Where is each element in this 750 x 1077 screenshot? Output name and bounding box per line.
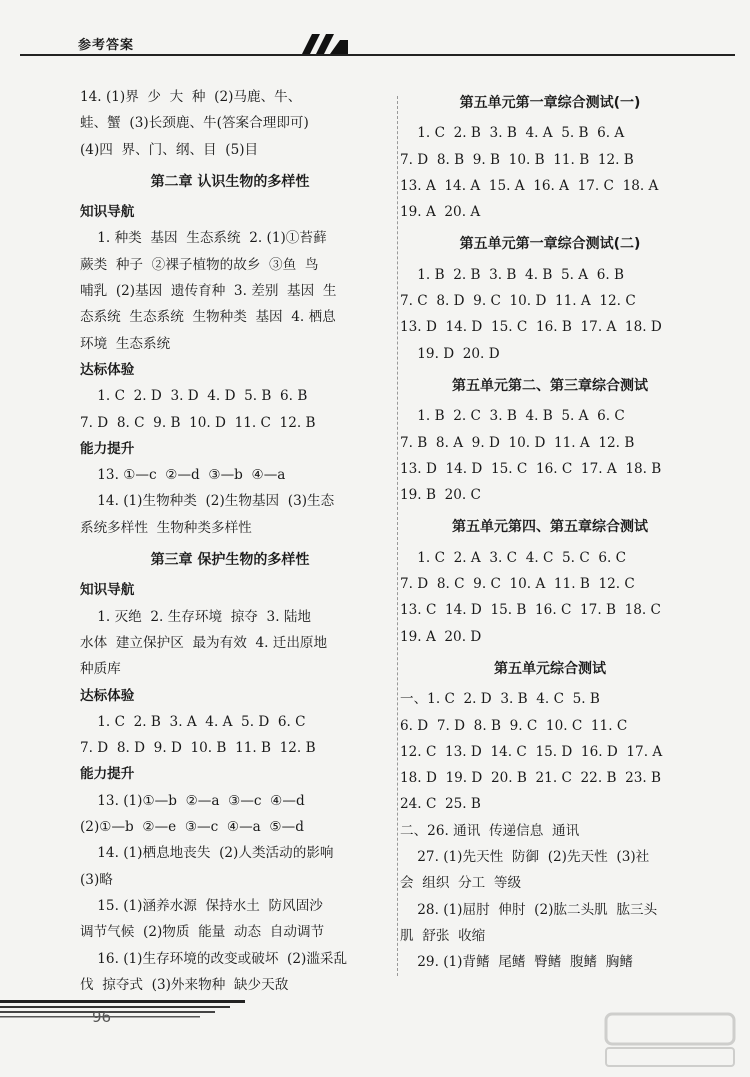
answer-line: 1. C 2. A 3. C 4. C 5. C 6. C (400, 549, 627, 566)
answer-line: 伐 掠夺式 (3)外来物种 缺少天敌 (80, 976, 289, 993)
answer-line: 蕨类 种子 ②裸子植物的故乡 ③鱼 鸟 (80, 256, 319, 273)
answer-line: 19. B 20. C (400, 487, 481, 504)
answer-line: 蛙、蟹 (3)长颈鹿、牛(答案合理即可) (80, 115, 309, 132)
answer-line: 1. 种类 基因 生态系统 2. (1)①苔藓 (80, 230, 327, 247)
section-title: 第五单元第四、第五章综合测试 (452, 519, 648, 536)
answer-line: 1. C 2. B 3. A 4. A 5. D 6. C (80, 713, 306, 730)
header-rule (20, 54, 735, 56)
answer-line: 19. A 20. A (400, 204, 481, 221)
left-column (80, 84, 380, 998)
footer-decoration-icon (0, 990, 245, 1030)
section-title: 第五单元综合测试 (494, 660, 606, 677)
answer-line: 哺乳 (2)基因 遗传育种 3. 差别 基因 生 (80, 283, 337, 300)
answer-line: 14. (1)界 少 大 种 (2)马鹿、牛、 (80, 89, 302, 105)
answer-line: 6. D 7. D 8. B 9. C 10. C 11. C (400, 717, 628, 734)
answer-line: 系统多样性 生物种类多样性 (80, 519, 252, 536)
answer-line: 二、26. 通讯 传递信息 通讯 (400, 822, 580, 839)
answer-line: 15. (1)涵养水源 保持水土 防风固沙 (80, 897, 323, 914)
right-column (400, 84, 700, 976)
answer-line: 7. D 8. D 9. D 10. B 11. B 12. B (80, 740, 316, 757)
watermark-logo-icon (600, 1010, 740, 1070)
answer-line: 13. A 14. A 15. A 16. A 17. C 18. A (400, 177, 659, 194)
section-title: 第二章 认识生物的多样性 (150, 173, 310, 190)
answer-line: 14. (1)生物种类 (2)生物基因 (3)生态 (80, 493, 335, 510)
answer-line: 水体 建立保护区 最为有效 4. 迁出原地 (80, 634, 328, 651)
answer-line: (4)四 界、门、纲、目 (5)目 (80, 141, 259, 158)
answer-line: 29. (1)背鳍 尾鳍 臀鳍 腹鳍 胸鳍 (400, 954, 633, 971)
subsection-heading: 达标体验 (80, 687, 135, 704)
answer-line: 7. B 8. A 9. D 10. D 11. A 12. B (400, 434, 635, 451)
answer-line: 态系统 生态系统 生物种类 基因 4. 栖息 (80, 309, 336, 326)
answer-line: 13. C 14. D 15. B 16. C 17. B 18. C (400, 602, 661, 619)
answer-line: 一、1. C 2. D 3. B 4. C 5. B (400, 691, 600, 708)
answer-line: 1. C 2. D 3. D 4. D 5. B 6. B (80, 388, 308, 405)
running-header: 参考答案 (78, 38, 135, 53)
answer-line: 27. (1)先天性 防御 (2)先天性 (3)社 (400, 849, 650, 866)
subsection-heading: 达标体验 (80, 361, 135, 378)
column-divider (397, 96, 398, 976)
answer-line: 19. A 20. D (400, 628, 482, 645)
answer-line: 16. (1)生存环境的改变或破坏 (2)滥采乱 (80, 950, 348, 967)
answer-line: 7. D 8. C 9. B 10. D 11. C 12. B (80, 414, 316, 431)
answer-line: 7. D 8. B 9. B 10. B 11. B 12. B (400, 151, 634, 168)
answer-line: 7. D 8. C 9. C 10. A 11. B 12. C (400, 576, 635, 593)
answer-line: 种质库 (80, 661, 121, 678)
answer-line: 13. D 14. D 15. C 16. B 17. A 18. D (400, 319, 662, 336)
page-number: 96 (92, 1008, 112, 1026)
answer-line: 14. (1)栖息地丧失 (2)人类活动的影响 (80, 845, 334, 862)
answer-line: 28. (1)屈肘 伸肘 (2)肱二头肌 肱三头 (400, 901, 658, 918)
answer-line: 13. ①—c ②—d ③—b ④—a (80, 467, 286, 484)
section-title: 第五单元第二、第三章综合测试 (452, 377, 648, 394)
subsection-heading: 知识导航 (80, 582, 135, 599)
answer-line: 19. D 20. D (400, 345, 500, 362)
answer-line: 1. B 2. B 3. B 4. B 5. A 6. B (400, 266, 625, 283)
answer-line: 18. D 19. D 20. B 21. C 22. B 23. B (400, 770, 662, 787)
answer-line: 肌 舒张 收缩 (400, 927, 486, 944)
answer-line: 1. 灭绝 2. 生存环境 掠夺 3. 陆地 (80, 608, 312, 625)
subsection-heading: 能力提升 (80, 766, 135, 783)
answer-line: 1. B 2. C 3. B 4. B 5. A 6. C (400, 408, 625, 425)
answer-line: 13. (1)①—b ②—a ③—c ④—d (80, 792, 305, 809)
section-title: 第五单元第一章综合测试(二) (459, 236, 641, 253)
answer-line: (2)①—b ②—e ③—c ④—a ⑤—d (80, 819, 304, 836)
answer-line: 环境 生态系统 (80, 335, 171, 352)
answer-line: 12. C 13. D 14. C 15. D 16. D 17. A (400, 743, 663, 760)
answer-line: 会 组织 分工 等级 (400, 875, 522, 892)
subsection-heading: 知识导航 (80, 204, 135, 221)
answer-line: 13. D 14. D 15. C 16. C 17. A 18. B (400, 460, 662, 477)
section-title: 第五单元第一章综合测试(一) (459, 95, 641, 111)
answer-line: 7. C 8. D 9. C 10. D 11. A 12. C (400, 293, 636, 310)
answer-line: 调节气候 (2)物质 能量 动态 自动调节 (80, 924, 325, 941)
answer-line: 24. C 25. B (400, 796, 481, 813)
answer-line: 1. C 2. B 3. B 4. A 5. B 6. A (400, 125, 625, 142)
subsection-heading: 能力提升 (80, 440, 135, 457)
section-title: 第三章 保护生物的多样性 (150, 552, 310, 569)
header-decoration-icon (302, 34, 348, 54)
answer-line: (3)略 (80, 871, 113, 888)
